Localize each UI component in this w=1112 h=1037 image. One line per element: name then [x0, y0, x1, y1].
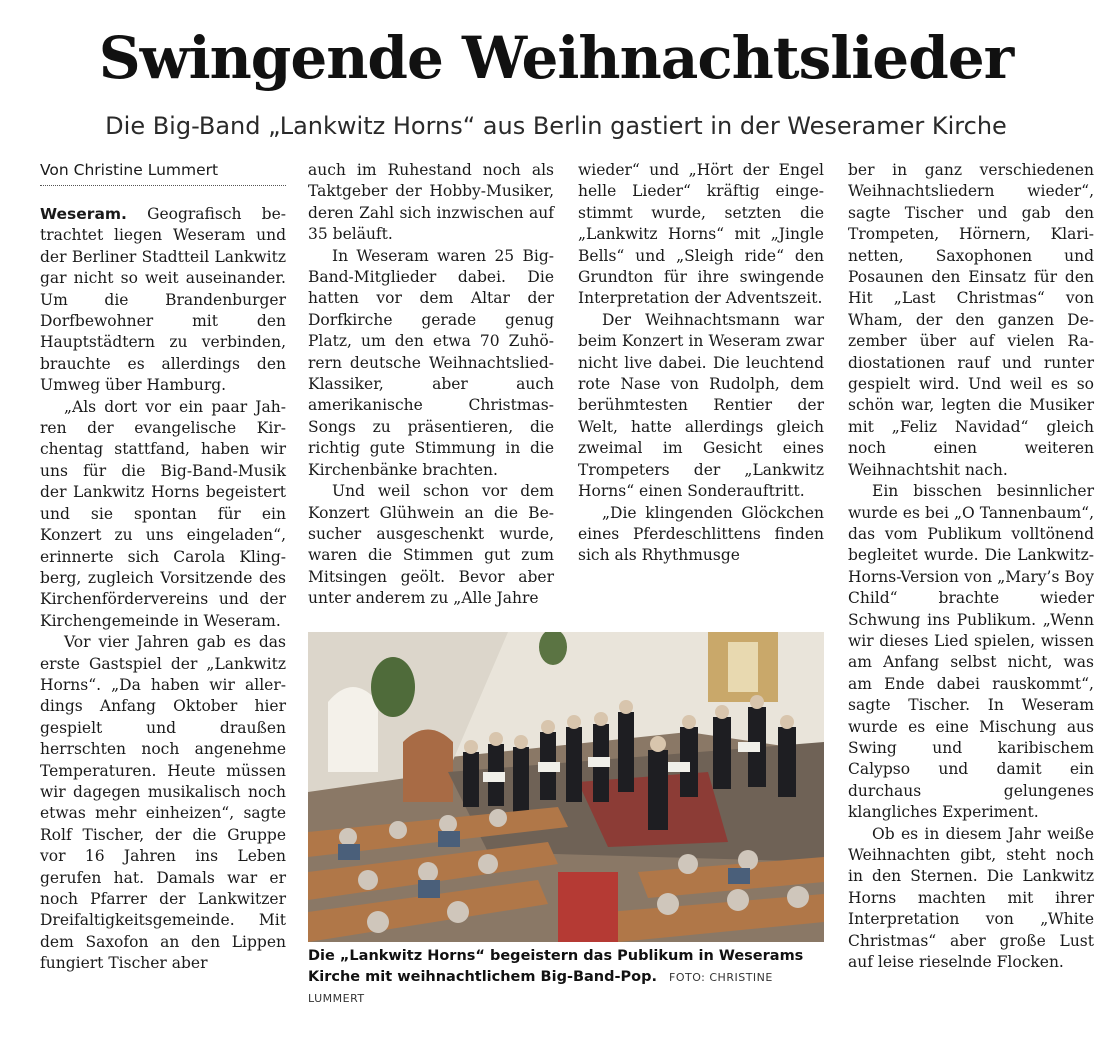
photo-caption: [308, 946, 824, 1009]
article-column-1: [40, 160, 286, 975]
paragraph-6: Und weil schon vor dem Konzert Glühwein an die Besucher ausgeschenkt wurde, waren die Stimmen gut zum Mitsingen geölt. Bevor aber unter anderem zu „Alle Jahre: [308, 482, 554, 608]
subheadline: Die Big-Band „Lankwitz Horns“ aus Berlin gastiert in der Weseramer Kirche: [105, 112, 1007, 140]
paragraph-1: [40, 204, 286, 397]
caption-text: Die „Lankwitz Horns“ begeistern das Publikum in Weserams Kirche mit weihnachtlichem Big-Band-Pop.: [308, 948, 804, 985]
photo-credit: FOTO: CHRISTINE LUMMERT: [308, 971, 773, 1005]
article-column-3: [578, 160, 824, 567]
paragraph-4: auch im Ruhestand noch als Taktgeber der Hobby-Musiker, deren Zahl sich inzwischen auf 35 beläuft.: [308, 161, 554, 244]
paragraph-2: „Als dort vor ein paar Jahren der evangelische Kirchentag stattfand, haben wir uns für die Big-Band-Musik der Lankwitz Horns begeistert und sie spontan für ein Konzert zu uns eingeladen“, erinnerte sich Carola Klingberg, zugleich Vorsitzende des Kirchenfördervereins und der Kirchengemeinde in Weseram.: [40, 397, 286, 630]
article-column-4: [848, 160, 1094, 973]
paragraph-1-text: Geografisch betrachtet liegen Weseram und der Berliner Stadtteil Lankwitz gar nicht so weit auseinander. Um die Brandenburger Dorfbewohner mit den Hauptstädtern zu verbinden, brauchte es allerdings den Umweg über Hamburg.: [40, 205, 286, 395]
paragraph-12: Ob es in diesem Jahr weiße Weihnachten gibt, steht noch in den Sternen. Die Lankwitz Horns machten mit ihrer Interpretation von „White Christmas“ aber große Lust auf leise rieselnde Flocken.: [848, 824, 1094, 972]
paragraph-9: „Die klingenden Glöckchen eines Pferdeschlittens finden sich als Rhythmusge: [578, 503, 824, 565]
dateline: Weseram.: [40, 205, 127, 223]
article-column-2: [308, 160, 554, 610]
headline: Swingende Weihnachtslieder: [98, 24, 1014, 92]
paragraph-10: ber in ganz verschiedenen Weihnachtsliedern wieder“, sagte Tischer und gab den Trompeten, Hörnern, Klarinetten, Saxophonen und Posaunen den Einsatz für den Hit „Last Christmas“ von Wham, der den ganzen Dezember über auf vielen Radiostationen rauf und runter gespielt wird. Und weil es so schön war, legten die Musiker mit „Feliz Navidad“ gleich noch einen weiteren Weihnachtshit nach.: [848, 161, 1094, 479]
concert-photo: [308, 632, 824, 942]
paragraph-5: In Weseram waren 25 Big-Band-Mitglieder dabei. Die hatten vor dem Altar der Dorfkirche gerade genug Platz, um den etwa 70 Zuhörern deutsche Weihnachtslied-Klassiker, aber auch amerikanische Christmas-Songs zu präsentieren, die richtig gute Stimmung in die Kirchenbänke brachten.: [308, 246, 554, 479]
paragraph-11: Ein bisschen besinnlicher wurde es bei „O Tannenbaum“, das vom Publikum volltönend begleitet wurde. Die Lankwitz-Horns-Version von „Mary’s Boy Child“ brachte wieder Schwung ins Publikum. „Wenn wir dieses Lied spielen, wissen am Anfang selbst nicht, was am Ende dabei rauskommt“, sagte Tischer. In Weseram wurde es eine Mischung aus Swing und karibischem Calypso und damit ein durchaus gelungenes klangliches Experiment.: [848, 482, 1094, 822]
paragraph-7: wieder“ und „Hört der Engel helle Lieder“ kräftig eingestimmt wurde, setzten die „Lankwitz Horns“ mit „Jingle Bells“ und „Sleigh ride“ den Grundton für ihre swingende Interpretation der Adventszeit.: [578, 161, 824, 308]
byline: Von Christine Lummert: [40, 160, 286, 186]
paragraph-8: Der Weihnachtsmann war beim Konzert in Weseram zwar nicht live dabei. Die leuchtend rote Nase von Rudolph, dem berühmtesten Rentier der Welt, hatte allerdings gleich zweimal im Gesicht eines Trompeters der „Lankwitz Horns“ einen Sonderauftritt.: [578, 310, 824, 501]
paragraph-3: Vor vier Jahren gab es das erste Gastspiel der „Lankwitz Horns“. „Da haben wir allerdings Anfang Oktober hier gespielt und draußen herrschten noch angenehme Temperaturen. Heute müssen wir dagegen musikalisch noch etwas mehr einheizen“, sagte Rolf Tischer, der die Gruppe vor 16 Jahren ins Leben gerufen hat. Damals war er noch Pfarrer der Lankwitzer Dreifaltigkeitsgemeinde. Mit dem Saxofon an den Lippen fungiert Tischer aber: [40, 633, 286, 973]
